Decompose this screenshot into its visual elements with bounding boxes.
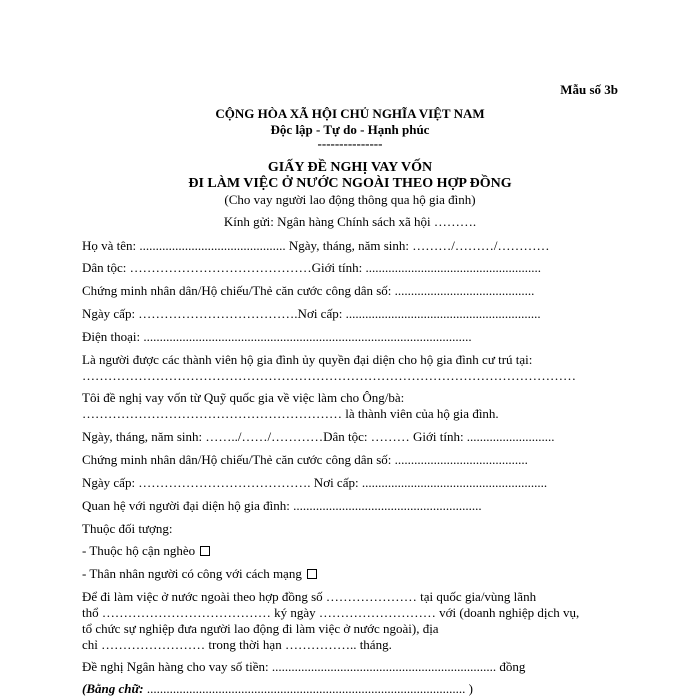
- field-category-label: Thuộc đối tượng:: [82, 521, 173, 536]
- field-representative: Là người được các thành viên hộ gia đình ủy quyền đại diện cho hộ gia đình cư trú tại:: [82, 352, 533, 367]
- field-member-dob: Ngày, tháng, năm sinh: ……../……/…………Dân tộc: ……… Giới tính: ...........................: [82, 429, 555, 444]
- field-duration: chỉ …………………… trong thời hạn …………….. tháng.: [82, 637, 392, 652]
- field-contract: Để đi làm việc ở nước ngoài theo hợp đồng số ………………… tại quốc gia/vùng lãnh: [82, 589, 537, 604]
- option-near-poor-label: - Thuộc hộ cận nghèo: [82, 543, 196, 558]
- field-issue-date-place: Ngày cấp: ……………………………….Nơi cấp: ............................................................: [82, 306, 541, 321]
- option-revolutionary-label: - Thân nhân người có công với cách mạng: [82, 566, 302, 581]
- document-title-line2: ĐI LÀM VIỆC Ở NƯỚC NGOÀI THEO HỢP ĐỒNG: [188, 176, 512, 191]
- field-loan-request: Tôi đề nghị vay vốn từ Quỹ quốc gia về việc làm cho Ông/bà:: [82, 390, 405, 405]
- field-member-issue: Ngày cấp: …………………………………. Nơi cấp: .........................................................: [82, 475, 548, 490]
- field-id-number: Chứng minh nhân dân/Hộ chiếu/Thẻ căn cước công dân số: ...........................................: [82, 283, 535, 298]
- field-name-dob: Họ và tên: ............................................. Ngày, tháng, năm sinh: ………/………/…………: [82, 238, 550, 253]
- option-near-poor[interactable]: [82, 543, 210, 559]
- amount-words-fill: .................................................................................................. ): [143, 681, 473, 696]
- near-poor-checkbox[interactable]: [200, 546, 210, 556]
- header-divider: ---------------: [317, 136, 383, 151]
- field-amount-words: [82, 681, 473, 697]
- addressee: Kính gửi: Ngân hàng Chính sách xã hội ……….: [223, 214, 477, 229]
- field-member-id: Chứng minh nhân dân/Hộ chiếu/Thẻ căn cước công dân số: .........................................: [82, 452, 528, 467]
- field-amount: Đề nghị Ngân hàng cho vay số tiền: ..................................................................... đồng: [82, 659, 526, 674]
- field-relationship: Quan hệ với người đại diện hộ gia đình: ..........................................................: [82, 498, 482, 513]
- field-territory: thổ ………………………………… ký ngày ……………………… với (doanh nghiệp dịch vụ,: [82, 605, 580, 620]
- revolutionary-checkbox[interactable]: [307, 569, 317, 579]
- document-title-line1: GIẤY ĐỀ NGHỊ VAY VỐN: [267, 160, 433, 175]
- motto: Độc lập - Tự do - Hạnh phúc: [270, 122, 430, 137]
- form-number: Mẫu số 3b: [560, 82, 618, 97]
- field-phone: Điện thoại: .....................................................................................................: [82, 329, 472, 344]
- option-revolutionary-relatives[interactable]: [82, 566, 317, 582]
- field-address-fill: ……………………………………………………………………………………………………: [82, 368, 576, 383]
- field-ethnicity-gender: Dân tộc: ……………………………………Giới tính: ......................................................: [82, 260, 541, 275]
- country-header: CỘNG HÒA XÃ HỘI CHỦ NGHĨA VIỆT NAM: [215, 106, 485, 121]
- document-subtitle: (Cho vay người lao động thông qua hộ gia đình): [224, 192, 476, 207]
- field-organization: tổ chức sự nghiệp đưa người lao động đi làm việc ở nước ngoài), địa: [82, 621, 439, 636]
- amount-words-label: (Bằng chữ:: [82, 681, 144, 696]
- field-member-name: …………………………………………………… là thành viên của hộ gia đình.: [82, 406, 499, 421]
